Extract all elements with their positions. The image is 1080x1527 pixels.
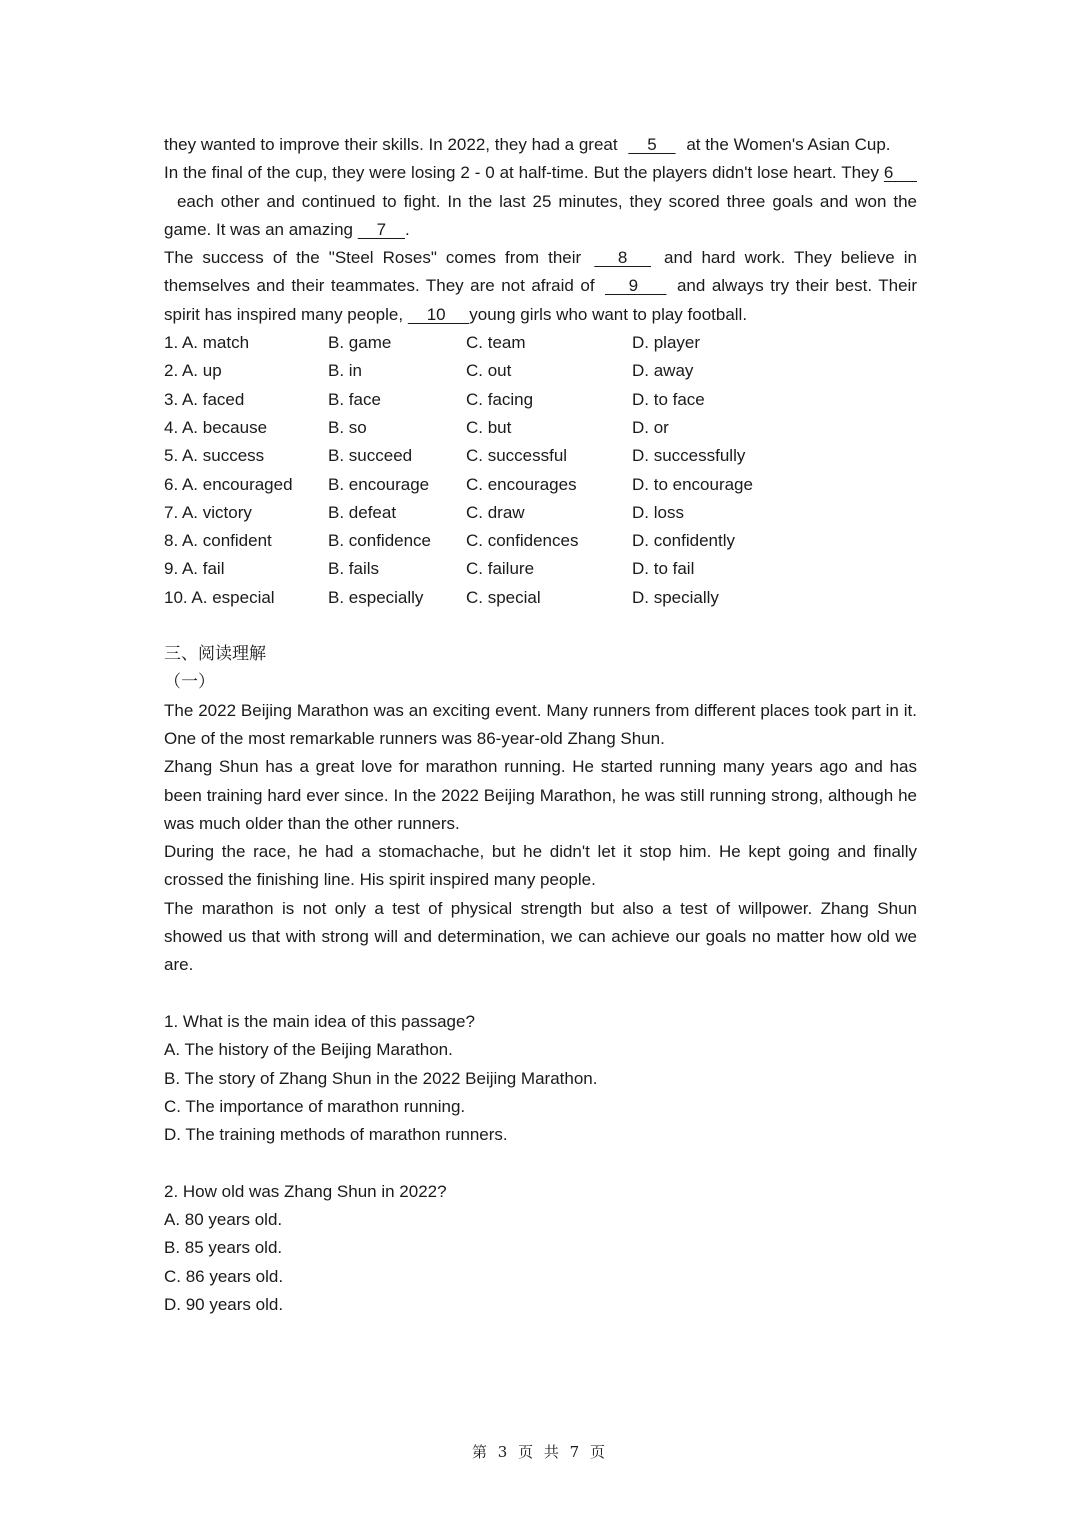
passage-text: each other and continued to fight. In the last 25 minutes, they scored three goals and won the game. It was an amazing xyxy=(164,191,917,239)
option-c: C. but xyxy=(466,417,512,437)
option-row xyxy=(164,442,917,470)
option-b: B. face xyxy=(328,389,381,409)
option-d: D. successfully xyxy=(632,446,746,466)
option-c: C. successful xyxy=(466,446,568,466)
option-a: 9. A. fail xyxy=(164,559,225,579)
question-text: 1. What is the main idea of this passage? xyxy=(164,1011,475,1031)
option-c: C. confidences xyxy=(466,531,579,551)
option-row xyxy=(164,555,917,583)
blank-7: 7 xyxy=(357,219,405,239)
passage-text: they wanted to improve their skills. In 2022, they had a great xyxy=(164,135,618,154)
option-a: 8. A. confident xyxy=(164,531,272,551)
blank-8: 8 xyxy=(594,248,651,268)
passage-text: The success of the "Steel Roses" comes from their xyxy=(164,248,582,268)
passage-text: In the final of the cup, they were losing 2 - 0 at half-time. But the players didn't lose heart. They xyxy=(164,163,880,183)
section-subtitle: （一） xyxy=(164,672,215,693)
answer-option: C. 86 years old. xyxy=(164,1266,284,1286)
passage-paragraph-3 xyxy=(164,244,917,329)
reading-paragraph: Zhang Shun has a great love for marathon running. He started running many years ago and has been training hard ever since. In the 2022 Beijing Marathon, he was still running strong, although he was much older than the other runners. xyxy=(164,757,917,833)
passage-text: at the Women's Asian Cup. xyxy=(686,135,891,154)
option-row xyxy=(164,357,917,385)
option-b: B. so xyxy=(328,417,367,437)
answer-option: D. 90 years old. xyxy=(164,1294,284,1314)
option-d: D. player xyxy=(632,333,701,353)
option-c: C. facing xyxy=(466,389,534,409)
answer-option: C. The importance of marathon running. xyxy=(164,1096,466,1116)
option-d: D. away xyxy=(632,361,694,381)
option-c: C. team xyxy=(466,333,526,353)
option-b: B. defeat xyxy=(328,502,397,522)
spacer xyxy=(164,980,917,1008)
passage-text: and always try their best. Their spirit has inspired many people, xyxy=(164,276,917,324)
option-d: D. to face xyxy=(632,389,705,409)
option-b: B. especially xyxy=(328,587,424,607)
option-c: C. special xyxy=(466,587,541,607)
option-row xyxy=(164,471,917,499)
option-b: B. encourage xyxy=(328,474,430,494)
option-d: D. loss xyxy=(632,502,684,522)
option-row xyxy=(164,499,917,527)
option-d: D. or xyxy=(632,417,669,437)
option-c: C. draw xyxy=(466,502,525,522)
passage-text: . xyxy=(404,219,410,239)
options-list xyxy=(164,329,917,612)
blank-9: 9 xyxy=(605,276,667,296)
page-footer: 第 3 页 共 7 页 xyxy=(472,1443,608,1461)
option-a: 5. A. success xyxy=(164,446,265,466)
blank-10: 10 xyxy=(407,304,470,324)
passage-text: young girls who want to play football. xyxy=(469,304,748,324)
question-1 xyxy=(164,1008,917,1149)
answer-option: A. 80 years old. xyxy=(164,1209,283,1229)
option-a: 2. A. up xyxy=(164,361,222,381)
option-b: B. in xyxy=(328,361,363,381)
question-text: 2. How old was Zhang Shun in 2022? xyxy=(164,1181,447,1201)
option-c: C. out xyxy=(466,361,512,381)
option-c: C. failure xyxy=(466,559,535,579)
blank-5: 5 xyxy=(628,135,676,154)
option-a: 1. A. match xyxy=(164,333,250,353)
option-a: 3. A. faced xyxy=(164,389,245,409)
section-title: 三、阅读理解 xyxy=(164,644,266,665)
option-a: 4. A. because xyxy=(164,417,268,437)
answer-option: B. 85 years old. xyxy=(164,1238,283,1258)
passage-text: and hard work. They believe in themselves and their teammates. They are not afraid of xyxy=(164,248,917,296)
answer-option: A. The history of the Beijing Marathon. xyxy=(164,1040,453,1060)
option-d: D. specially xyxy=(632,587,719,607)
answer-option: D. The training methods of marathon runners. xyxy=(164,1125,508,1145)
option-row xyxy=(164,414,917,442)
passage-paragraph-2 xyxy=(164,159,917,244)
option-a: 10. A. especial xyxy=(164,587,275,607)
spacer xyxy=(164,1149,917,1177)
option-b: B. succeed xyxy=(328,446,413,466)
reading-paragraph: During the race, he had a stomachache, but he didn't let it stop him. He kept going and finally crossed the finishing line. His spirit inspired many people. xyxy=(164,842,917,890)
option-d: D. confidently xyxy=(632,531,735,551)
blank-6: 6 xyxy=(883,163,917,183)
option-c: C. encourages xyxy=(466,474,577,494)
option-row xyxy=(164,329,917,357)
option-b: B. confidence xyxy=(328,531,432,551)
reading-paragraph: The 2022 Beijing Marathon was an exciting event. Many runners from different places took part in it. One of the most remarkable runners was 86-year-old Zhang Shun. xyxy=(164,700,917,748)
option-row xyxy=(164,584,917,612)
reading-paragraph: The marathon is not only a test of physical strength but also a test of willpower. Zhang Shun showed us that with strong will and determination, we can achieve our goals no matter how old we are. xyxy=(164,898,917,975)
option-d: D. to fail xyxy=(632,559,695,579)
option-a: 7. A. victory xyxy=(164,502,252,522)
option-a: 6. A. encouraged xyxy=(164,474,293,494)
option-b: B. fails xyxy=(328,559,380,579)
document-page xyxy=(164,131,917,1319)
option-d: D. to encourage xyxy=(632,474,753,494)
option-row xyxy=(164,527,917,555)
option-b: B. game xyxy=(328,333,392,353)
answer-option: B. The story of Zhang Shun in the 2022 Beijing Marathon. xyxy=(164,1068,598,1088)
question-2 xyxy=(164,1178,917,1319)
option-row xyxy=(164,386,917,414)
passage-paragraph-1 xyxy=(164,131,917,159)
